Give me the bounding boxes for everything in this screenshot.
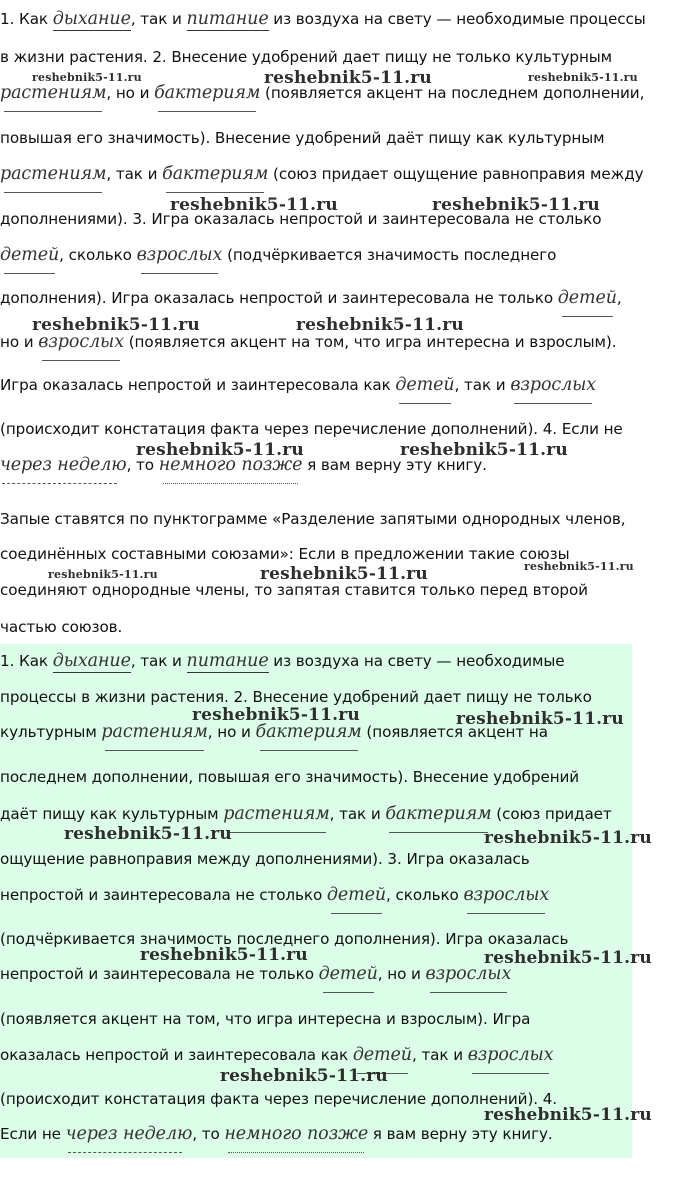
- watermark: reshebnik5-11.ru: [48, 568, 158, 581]
- text-line: (происходит констатация факта через перечисление дополнений). 4. Если не: [0, 420, 623, 438]
- text-line: Игра оказалась непростой и заинтересовала как детей, так и взрослых: [0, 375, 597, 395]
- subject-word: дыхание: [52, 9, 131, 29]
- object-word: бактериям: [162, 164, 269, 184]
- object-word: бактериям: [385, 804, 492, 824]
- watermark: reshebnik5-11.ru: [484, 1105, 652, 1125]
- text-line: даёт пищу как культурным растениям, так и бактериям (союз придает: [0, 804, 612, 824]
- text-line: 1. Как дыхание, так и питание из воздуха на свету — необходимые: [0, 651, 565, 671]
- watermark: reshebnik5-11.ru: [528, 71, 638, 84]
- text-line: непростой и заинтересовала не столько детей, сколько взрослых: [0, 885, 550, 905]
- object-word: взрослых: [463, 885, 550, 905]
- watermark: reshebnik5-11.ru: [32, 315, 200, 335]
- text-line: Запые ставятся по пунктограмме «Разделение запятыми однородных членов,: [0, 510, 626, 528]
- object-word: бактериям: [154, 83, 261, 103]
- watermark: reshebnik5-11.ru: [264, 68, 432, 88]
- watermark: reshebnik5-11.ru: [64, 824, 232, 844]
- object-word: растениям: [101, 722, 208, 742]
- subject-word: питание: [186, 9, 269, 29]
- object-word: растениям: [0, 83, 107, 103]
- subject-word: дыхание: [52, 651, 131, 671]
- text-line: через неделю, то немного позже я вам верну эту книгу.: [0, 455, 487, 475]
- watermark: reshebnik5-11.ru: [170, 195, 338, 215]
- text-line: оказалась непростой и заинтересовала как детей, так и взрослых: [0, 1045, 554, 1065]
- text-line: процессы в жизни растения. 2. Внесение удобрений дает пищу не только: [0, 688, 592, 706]
- text-line: дополнения). Игра оказалась непростой и заинтересовала не только детей,: [0, 288, 622, 308]
- watermark: reshebnik5-11.ru: [484, 948, 652, 968]
- watermark: reshebnik5-11.ru: [484, 828, 652, 848]
- text-line: (происходит констатация факта через перечисление дополнений). 4.: [0, 1090, 558, 1108]
- watermark: reshebnik5-11.ru: [192, 705, 360, 725]
- object-word: детей: [395, 375, 455, 395]
- watermark: reshebnik5-11.ru: [524, 560, 634, 573]
- object-word: взрослых: [425, 964, 512, 984]
- text-line: в жизни растения. 2. Внесение удобрений дает пищу не только культурным: [0, 48, 613, 66]
- text-line: частью союзов.: [0, 618, 123, 636]
- object-word: детей: [352, 1045, 412, 1065]
- adverbial-word: немного позже: [224, 1124, 369, 1144]
- text-line: соединяют однородные члены, то запятая ставится только перед второй: [0, 581, 588, 599]
- object-word: детей: [318, 964, 378, 984]
- watermark: reshebnik5-11.ru: [432, 195, 600, 215]
- adverbial-word: через неделю: [0, 455, 127, 475]
- text-line: дополнениями). 3. Игра оказалась непростой и заинтересовала не столько: [0, 210, 602, 228]
- text-line: детей, сколько взрослых (подчёркивается значимость последнего: [0, 245, 557, 265]
- watermark: reshebnik5-11.ru: [220, 1066, 388, 1086]
- adverbial-word: через неделю: [65, 1124, 193, 1144]
- text-line: непростой и заинтересовала не только детей, но и взрослых: [0, 964, 512, 984]
- object-word: взрослых: [136, 245, 223, 265]
- text-line: (появляется акцент на том, что игра интересна и взрослым). Игра: [0, 1010, 531, 1028]
- object-word: растениям: [0, 164, 107, 184]
- object-word: детей: [557, 288, 617, 308]
- object-word: детей: [326, 885, 387, 905]
- subject-word: питание: [186, 651, 269, 671]
- text-line: ощущение равноправия между дополнениями). 3. Игра оказалась: [0, 850, 530, 868]
- text-line: растениям, но и бактериям (появляется акцент на последнем дополнении,: [0, 83, 645, 103]
- text-line: соединённых составными союзами»: Если в предложении такие союзы: [0, 545, 570, 563]
- watermark: reshebnik5-11.ru: [456, 709, 624, 729]
- watermark: reshebnik5-11.ru: [140, 945, 308, 965]
- watermark: reshebnik5-11.ru: [32, 71, 142, 84]
- watermark: reshebnik5-11.ru: [296, 315, 464, 335]
- text-line: повышая его значимость). Внесение удобрений даёт пищу как культурным: [0, 129, 605, 147]
- watermark: reshebnik5-11.ru: [400, 440, 568, 460]
- object-word: взрослых: [38, 332, 124, 352]
- object-word: растениям: [223, 804, 330, 824]
- text-line: но и взрослых (появляется акцент на том, что игра интересна и взрослым).: [0, 332, 617, 352]
- text-line: культурным растениям, но и бактериям (появляется акцент на: [0, 722, 548, 742]
- watermark: reshebnik5-11.ru: [136, 440, 304, 460]
- object-word: детей: [0, 245, 60, 265]
- text-line: Если не через неделю, то немного позже я вам верну эту книгу.: [0, 1124, 553, 1144]
- text-line: растениям, так и бактериям (союз придает ощущение равноправия между: [0, 164, 644, 184]
- text-line: (подчёркивается значимость последнего дополнения). Игра оказалась: [0, 930, 569, 948]
- object-word: взрослых: [510, 375, 597, 395]
- object-word: бактериям: [255, 722, 362, 742]
- watermark: reshebnik5-11.ru: [260, 564, 428, 584]
- adverbial-word: немного позже: [158, 455, 303, 475]
- text-line: 1. Как дыхание, так и питание из воздуха на свету — необходимые процессы: [0, 9, 646, 29]
- object-word: взрослых: [467, 1045, 554, 1065]
- text-line: последнем дополнении, повышая его значимость). Внесение удобрений: [0, 768, 580, 786]
